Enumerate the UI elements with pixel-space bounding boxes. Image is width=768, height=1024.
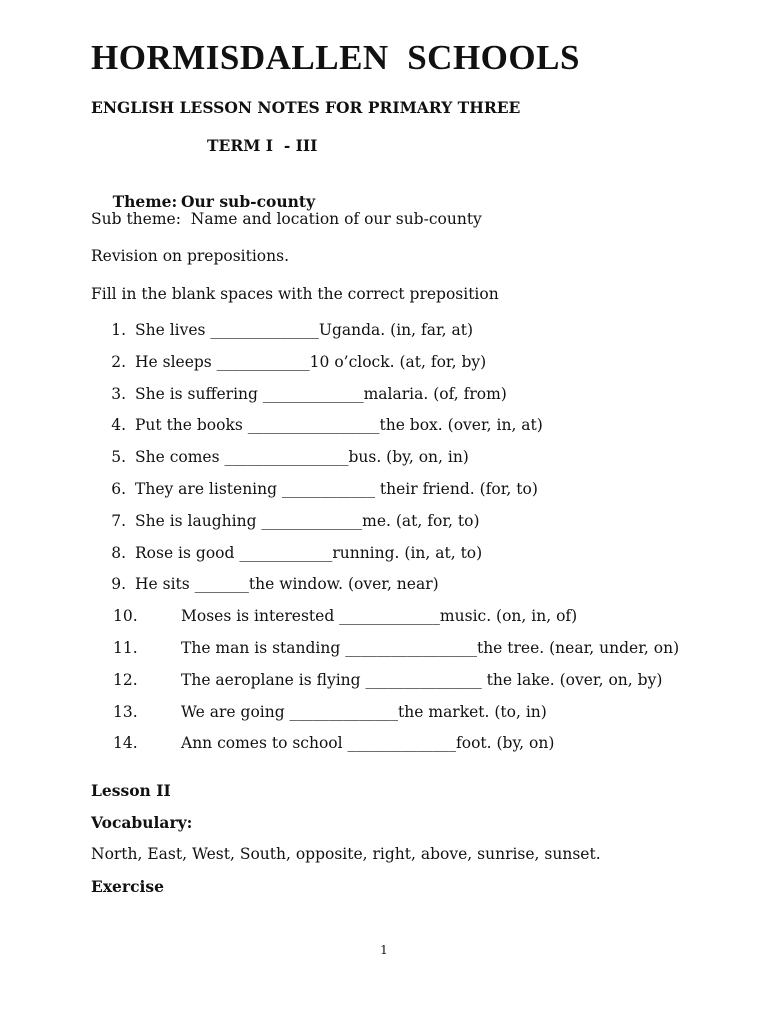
question-number: 11. (113, 639, 138, 657)
question-number: 7. (111, 511, 126, 530)
page-number: 1 (380, 943, 388, 957)
question-number: 10. (113, 607, 138, 626)
subtitle: ENGLISH LESSON NOTES FOR PRIMARY THREE (91, 98, 521, 117)
vocabulary-list: North, East, West, South, opposite, right, above, sunrise, sunset. (91, 845, 601, 863)
sub-theme: Sub theme: Name and location of our sub-county (91, 210, 482, 228)
question-text: We are going ______________the market. (to, in) (181, 702, 547, 721)
question-number: 1. (111, 321, 126, 339)
question-text: He sleeps ____________10 o’clock. (at, for, by) (135, 352, 487, 371)
question-number: 8. (111, 543, 126, 562)
theme-value: Our sub-county (181, 192, 316, 211)
exercise-heading: Exercise (91, 877, 164, 896)
question-number: 13. (113, 702, 138, 721)
question-text: Rose is good ____________running. (in, at, to) (135, 543, 483, 562)
vocabulary-heading: Vocabulary: (91, 813, 193, 832)
question-number: 3. (111, 384, 126, 403)
question-text: The aeroplane is flying _______________ the lake. (over, on, by) (181, 670, 663, 689)
question-text: Ann comes to school ______________foot. (by, on) (181, 734, 555, 753)
question-number: 5. (111, 448, 126, 467)
question-text: She is suffering _____________malaria. (of, from) (135, 384, 507, 403)
question-number: 2. (111, 352, 126, 371)
term: TERM I - III (207, 136, 318, 155)
question-text: Put the books _________________the box. (over, in, at) (135, 416, 543, 435)
question-number: 6. (111, 480, 126, 498)
question-number: 14. (113, 734, 138, 753)
question-text: They are listening ____________ their friend. (for, to) (135, 480, 538, 498)
question-text: She lives ______________Uganda. (in, far, at) (135, 321, 474, 339)
question-text: The man is standing _________________the tree. (near, under, on) (181, 639, 680, 657)
revision-note: Revision on prepositions. (91, 247, 290, 265)
question-number: 12. (113, 670, 138, 689)
question-number: 4. (111, 416, 126, 435)
question-text: She is laughing _____________me. (at, for, to) (135, 511, 480, 530)
question-text: He sits _______the window. (over, near) (135, 575, 439, 594)
question-text: Moses is interested _____________music. (on, in, of) (181, 607, 578, 626)
theme-label: Theme: (112, 192, 178, 211)
question-number: 9. (111, 575, 126, 594)
instruction: Fill in the blank spaces with the correct preposition (91, 285, 499, 303)
school-name: HORMISDALLEN SCHOOLS (91, 38, 580, 77)
question-text: She comes ________________bus. (by, on, in) (135, 448, 469, 467)
lesson-heading: Lesson II (91, 781, 171, 800)
